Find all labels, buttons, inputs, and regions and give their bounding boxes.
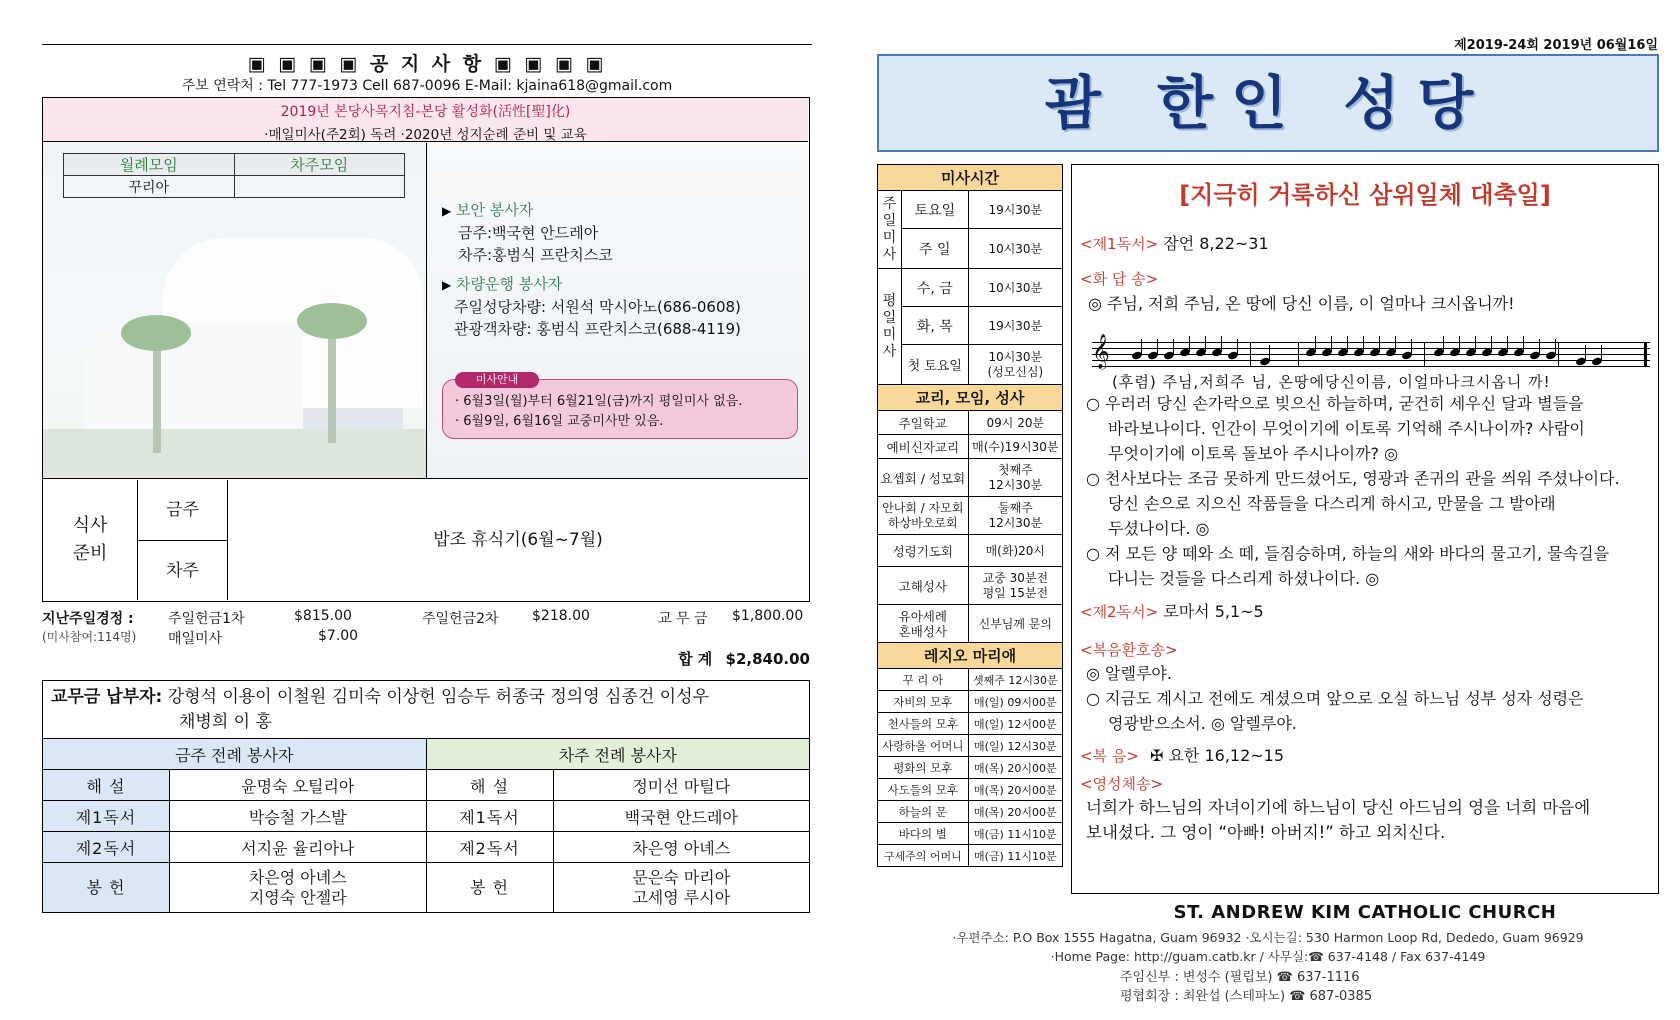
note-stem [1379,336,1380,352]
server-name: 윤명숙 오틸리아 [170,770,427,801]
server-role: 봉 헌 [43,863,170,913]
schedule-name [878,497,969,535]
communion-line: 보내셨다. 그 영이 “아빠! 아버지!” 하고 외치신다. [1086,823,1446,842]
account-value: $218.00 [532,608,590,624]
legio-name: 꾸 리 아 [878,669,969,691]
note-stem [1141,339,1142,355]
table-row [43,832,810,863]
legio-time: 매(목) 20시00분 [968,779,1062,801]
schedule-time: 신부님께 문의 [968,605,1062,643]
total-value: $2,840.00 [725,650,810,668]
meeting-col-monthly: 월례모임 [64,154,235,176]
verse-line: 두셨나이다. ◎ [1108,519,1210,538]
psalm-label: <화 답 송> [1080,270,1159,288]
palm-trunk [328,323,336,443]
schedule-time-1: 첫째주 [997,462,1033,477]
vehicle-sunday: 주일성당차량: 서원석 막시아노(686-0608) [454,298,741,316]
schedule-time: 매(수)19시30분 [968,435,1062,459]
mass-time: 19시30분 [968,307,1062,345]
treble-clef-icon: 𝄞 [1092,334,1110,369]
server-name: 백국현 안드레아 [553,801,810,832]
mass-day: 주 일 [902,229,969,269]
attendance: (미사참여:114명) [42,630,137,644]
mass-time: 19시30분 [968,191,1062,229]
note-stem [1539,339,1540,355]
account-value: $7.00 [318,628,359,644]
legio-name: 사랑하올 어머니 [878,735,969,757]
account-label: 주일헌금1차 [168,611,245,627]
mass-day: 화, 목 [902,307,969,345]
account-value: $1,800.00 [732,608,804,624]
schedule-time-2: 12시30분 [988,477,1043,492]
this-week-servers-head: 금주 전례 봉사자 [43,739,427,770]
first-reading [1080,231,1269,256]
note-stem [1173,339,1174,355]
mass-time: 10시30분 [968,269,1062,307]
arrow-right-icon: ▶ [442,278,452,292]
schedule-table [877,164,1063,867]
schedule-time: 09시 20분 [968,411,1062,435]
vehicle-tourist: 관광객차량: 홍범식 프란치스코(688-4119) [454,320,741,338]
issue-number: 제2019-24회 2019년 06월16일 [1454,38,1658,53]
note-stem [1507,336,1508,352]
banner-line2: ·매일미사(주2회) 독려 ·2020년 성지순례 준비 및 교육 [264,127,587,143]
feast-title: [지극히 거룩하신 삼위일체 대축일] [1179,181,1551,209]
table-row [43,770,810,801]
server-name: 차은영 아녜스 [553,832,810,863]
ground-shape [43,429,426,479]
donors-label: 교무금 납부자: [51,687,163,707]
server-name-2: 고세영 루시아 [632,887,731,907]
sunday-mass-side: 주일미사 [878,191,902,269]
server-name [170,863,427,913]
legio-time: 매(일) 12시30분 [968,735,1062,757]
accounts-section [42,608,812,648]
footer-pastor: 주임신부 : 변성수 (필립보) ☎ 637-1116 [1120,970,1360,985]
meeting-val-monthly: 꾸리아 [64,176,235,198]
vehicle-head: 차량운행 봉사자 [456,275,563,293]
banner-line1: 2019년 본당사목지침-본당 활성화(活性[聖]化) [280,104,571,120]
schedule-name-2: 하상바오로회 [888,515,958,530]
church-title: 괌 한인 성당 [1044,69,1492,137]
legio-time: 매(일) 12시00분 [968,713,1062,735]
schedule-name-1: 유아세례 [898,608,947,624]
schedule-name: 성령기도회 [878,535,969,567]
server-name: 정미선 마틸다 [553,770,810,801]
gospel-acclamation-label: <복음환호송> [1080,641,1178,659]
communion-antiphon [1086,795,1590,845]
server-name-1: 차은영 아녜스 [248,867,347,887]
second-reading-ref: 로마서 5,1~5 [1163,602,1264,621]
contact-line: 주보 연락처 : Tel 777-1973 Cell 687-0096 E-Mail: kjaina618@gmail.com [181,78,673,94]
legio-name: 천사들의 모후 [878,713,969,735]
note-stem [1205,336,1206,352]
server-role: 해 설 [43,770,170,801]
verse-line: 다니는 것들을 다스리게 하셨나이다. ◎ [1108,569,1380,588]
mass-time-1: 10시30분 [988,349,1043,364]
first-reading-ref: 잠언 8,22~31 [1163,234,1269,253]
note-stem [1363,336,1364,352]
meal-next-week: 차주 [138,540,228,600]
church-photo-area [43,143,808,479]
gospel [1080,743,1284,768]
meal-label-2: 준비 [72,543,108,564]
note-stem [1475,336,1476,352]
mass-day: 토요일 [902,191,969,229]
schedule-name: 예비신자교리 [878,435,969,459]
meal-section [43,480,808,600]
note-stem [1443,336,1444,352]
psalm-lyrics: (후렴) 주님,저희주 님, 온땅에당신이름, 이얼마나크시옵니 까! [1112,373,1551,391]
table-row [43,801,810,832]
mass-time: 10시30분 [968,229,1062,269]
verse-line: 바라보나이다. 인간이 무엇이기에 이토록 기억해 주시나이까? 사람이 [1108,419,1585,438]
palm-leaves [121,315,191,351]
donors-box [42,680,810,738]
legio-time: 매(목) 20시00분 [968,757,1062,779]
legio-name: 사도들의 모후 [878,779,969,801]
security-volunteers [442,199,613,266]
mass-notice-tag: 미사안내 [455,372,539,388]
security-next-week: 차주:홍범식 프란치스코 [458,246,613,264]
schedule-time [968,459,1062,497]
server-role: 봉 헌 [426,863,553,913]
masthead [877,54,1659,152]
verse-line: 당신 손으로 지으신 작품들을 다스리게 하시고, 만물을 그 발아래 [1108,494,1556,513]
pastoral-banner [43,98,808,142]
schedule-time-1: 교중 30분전 [982,570,1049,585]
meal-label-1: 식사 [72,515,108,536]
footer-homepage: ·Home Page: http://guam.catb.kr / 사무실:☎ 637-4148 / Fax 637-4149 [1050,949,1486,964]
liturgy-servers-table [42,738,810,913]
legio-name: 하늘의 문 [878,801,969,823]
legio-name: 자비의 모후 [878,691,969,713]
church-wing-shape [83,323,303,433]
accounts-title: 지난주일경정 : [42,611,134,627]
legio-head: 레지오 마리애 [878,643,1063,669]
note-stem [1331,336,1332,352]
mass-notice-line2: · 6월9일, 6월16일 교중미사만 있음. [455,414,664,429]
server-role: 제2독서 [426,832,553,863]
second-reading-label: <제2독서> [1080,603,1159,621]
server-role: 해 설 [426,770,553,801]
server-name-2: 지영숙 안젤라 [248,887,347,907]
weekday-mass-side: 평일미사 [878,269,902,385]
note-stem [1347,336,1348,352]
first-reading-label: <제1독서> [1080,235,1159,253]
account-label: 교 무 금 [658,611,708,627]
account-label: 매일미사 [168,631,223,647]
schedule-name [878,605,969,643]
gospel-ref: ✠ 요한 16,12~15 [1149,746,1285,765]
schedule-time [968,567,1062,605]
gospel-acclamation [1086,661,1584,736]
palm-leaves [297,303,367,339]
account-label: 주일헌금2차 [422,611,499,627]
mass-day: 수, 금 [902,269,969,307]
alleluia: ◎ 알렐루야. [1086,664,1172,683]
church-english-name: ST. ANDREW KIM CATHOLIC CHURCH [1173,902,1557,923]
note-stem [1555,339,1556,355]
photo-divider [426,143,427,479]
meeting-val-next [234,176,405,198]
psalm-verses [1086,391,1620,591]
schedule-time-2: 12시30분 [988,515,1043,530]
legio-time: 셋째주 12시30분 [968,669,1062,691]
note-stem [1269,345,1270,361]
arrow-right-icon: ▶ [442,204,452,218]
schedule-time [968,497,1062,535]
schedule-time-1: 둘째주 [997,500,1033,515]
server-role: 제2독서 [43,832,170,863]
server-name: 박승철 가스발 [170,801,427,832]
server-name-1: 문은숙 마리아 [632,867,731,887]
legio-name: 평화의 모후 [878,757,969,779]
note-stem [1459,336,1460,352]
meal-label [43,480,138,600]
mass-time [968,345,1062,385]
schedule-name-2: 혼배성사 [898,623,947,639]
legio-time: 매(금) 11시10분 [968,823,1062,845]
schedule-name: 고해성사 [878,567,969,605]
note-stem [1585,345,1586,361]
total-label: 합 계 [678,650,713,668]
communion-line: 너희가 하느님의 자녀이기에 하느님이 당신 아드님의 영을 너희 마음에 [1086,798,1591,817]
verse-line: ○ 저 모든 양 떼와 소 떼, 들짐승하며, 하늘의 새와 바다의 물고기, 물속길을 [1086,544,1610,563]
music-staff [1092,334,1650,370]
mass-notice-text [455,392,742,432]
meeting-col-next: 차주모임 [234,154,405,176]
second-reading [1080,599,1264,624]
verse-line: 무엇이기에 이토록 돌보아 주시나이까? ◎ [1108,444,1399,463]
mass-notice-line1: · 6월3일(월)부터 6월21일(금)까지 평일미사 없음. [455,394,743,409]
notice-title: ▣ ▣ ▣ ▣ 공 지 사 항 ▣ ▣ ▣ ▣ [247,53,607,75]
accounts-total [42,648,810,669]
acclamation-line: 영광받으소서. ◎ 알렐루야. [1108,714,1297,733]
footer-president: 평협회장 : 최완섭 (스테파노) ☎ 687-0385 [1120,989,1373,1004]
acclamation-line: ○ 지금도 계시고 전에도 계셨으며 앞으로 오실 하느님 성부 성자 성령은 [1086,689,1584,708]
schedule-time: 매(화)20시 [968,535,1062,567]
meal-this-week: 금주 [138,480,228,540]
table-row [43,863,810,913]
legio-name: 바다의 별 [878,823,969,845]
legio-time: 매(목) 20시00분 [968,801,1062,823]
account-value: $815.00 [294,608,352,624]
readings-box [1071,164,1659,894]
note-stem [1411,339,1412,355]
note-stem [1221,336,1222,352]
footer-address: ·우편주소: P.O Box 1555 Hagatna, Guam 96932 ·오시는길: 530 Harmon Loop Rd, Dededo, Guam 96929 [952,930,1584,945]
note-stem [1315,336,1316,352]
gospel-label: <복 음> [1080,747,1139,765]
security-head: 보안 봉사자 [456,201,534,219]
schedule-time-2: 평일 15분전 [982,585,1049,600]
server-role: 제1독서 [43,801,170,832]
security-this-week: 금주:백국현 안드레아 [458,224,599,242]
server-role: 제1독서 [426,801,553,832]
verse-line: ○ 우러러 당신 손가락으로 빚으신 하늘하며, 굳건히 세우신 달과 별들을 [1086,394,1584,413]
meeting-table [63,153,405,198]
legio-time: 매(일) 09시00분 [968,691,1062,713]
communion-label: <영성체송> [1080,775,1164,793]
server-name [553,863,810,913]
mass-time-head: 미사시간 [878,165,1063,191]
notice-box [42,97,810,602]
note-stem [1601,345,1602,361]
schedule-name-1: 안나회 / 자모회 [882,500,964,515]
schedule-name: 주일학교 [878,411,969,435]
legio-time: 매(금) 11시10분 [968,845,1062,867]
mass-notice-bubble [442,373,798,439]
meal-content: 밥조 휴식기(6월~7월) [433,530,603,550]
vehicle-volunteers [442,273,741,340]
donors-names: 강형석 이용이 이철원 김미숙 이상헌 임승두 허종국 정의영 심종건 이성우 [167,687,709,707]
note-stem [1491,336,1492,352]
verse-line: ○ 천사보다는 조금 못하게 만드셨어도, 영광과 존귀의 관을 씌워 주셨나이다. [1086,469,1620,488]
palm-trunk [153,333,161,453]
next-week-servers-head: 차주 전례 봉사자 [426,739,810,770]
edu-head: 교리, 모임, 성사 [878,385,1063,411]
server-name: 서지윤 율리아나 [170,832,427,863]
psalm-refrain: ◎ 주님, 저희 주님, 온 땅에 당신 이름, 이 얼마나 크시옵니까! [1088,294,1515,313]
note-stem [1237,339,1238,355]
mass-time-2: (성모신심) [987,364,1044,379]
note-stem [1157,339,1158,355]
note-stem [1395,336,1396,352]
top-rule [42,44,812,45]
note-stem [1523,336,1524,352]
mass-day: 첫 토요일 [902,345,969,385]
donors-names-2: 채병희 이 홍 [179,712,272,732]
legio-name: 구세주의 어머니 [878,845,969,867]
schedule-name: 요셉회 / 성모회 [878,459,969,497]
note-stem [1189,336,1190,352]
